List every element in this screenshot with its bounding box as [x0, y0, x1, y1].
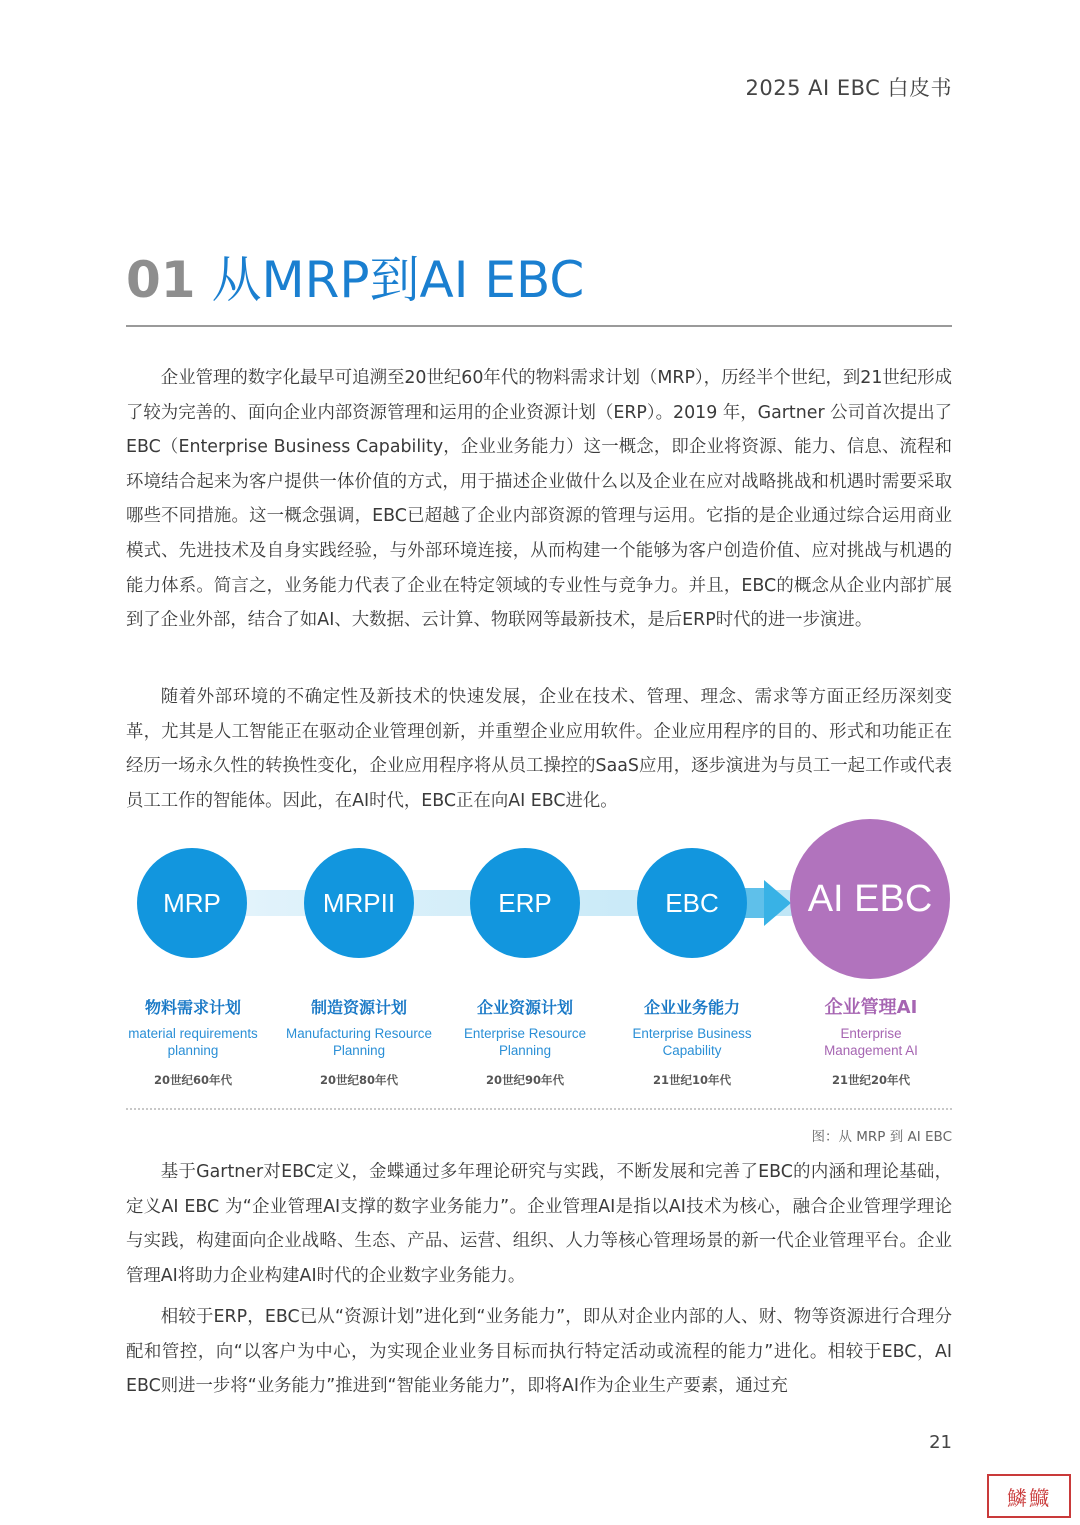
stage-circle-ebc: EBC	[637, 848, 747, 958]
chapter-title: 从MRP到AI EBC	[211, 251, 585, 309]
stage-circle-erp: ERP	[470, 848, 580, 958]
stage-cn-label: 企业业务能力	[643, 998, 740, 1017]
chapter-number: 01	[126, 251, 196, 309]
stage-en-line: material requirements	[128, 1026, 258, 1041]
stage-circle-mrp: MRP	[137, 848, 247, 958]
stage-en-label	[108, 1025, 278, 1059]
stage-en-line: Capability	[662, 1043, 722, 1058]
heading-divider	[126, 325, 952, 327]
stage-era-label: 21世纪10年代	[652, 1073, 731, 1087]
watermark-stamp: 鱗鱵	[987, 1474, 1071, 1518]
progression-arrow-icon	[764, 880, 791, 926]
stage-en-label	[607, 1025, 777, 1059]
stage-cn-label: 物料需求计划	[144, 998, 241, 1017]
document-header-title: 2025 AI EBC 白皮书	[745, 76, 952, 100]
stage-en-line: Planning	[332, 1043, 386, 1058]
stage-en-label	[274, 1025, 444, 1059]
stage-en-line: Planning	[498, 1043, 552, 1058]
stage-en-line: Management AI	[824, 1043, 918, 1058]
stage-era-label: 20世纪80年代	[319, 1073, 398, 1087]
stage-era-label: 21世纪20年代	[831, 1073, 910, 1087]
stage-en-line: Enterprise	[840, 1026, 902, 1041]
stage-en-label	[440, 1025, 610, 1059]
figure-caption: 图：从 MRP 到 AI EBC	[811, 1129, 952, 1145]
stage-en-label	[786, 1025, 956, 1059]
body-paragraph-1: 企业管理的数字化最早可追溯至20世纪60年代的物料需求计划（MRP），历经半个世纪，到21世纪形成了较为完善的、面向企业内部资源管理和运用的企业资源计划（ERP）。2019 年，Gartner 公司首次提出了EBC（Enterprise Business Capability，企业业务能力）这一概念，即企业将资源、能力、信息、流程和环境结合起来为客户提供一体价值的方式，用于描述企业做什么以及企业在应对战略挑战和机遇时需要采取哪些不同措施。这一概念强调，EBC已超越了企业内部资源的管理与运用。它指的是企业通过综合运用商业模式、先进技术及自身实践经验，与外部环境连接，从而构建一个能够为客户创造价值、应对挑战与机遇的能力体系。简言之，业务能力代表了企业在特定领域的专业性与竞争力。并且，EBC的概念从企业内部扩展到了企业外部，结合了如AI、大数据、云计算、物联网等最新技术，是后ERP时代的进一步演进。	[126, 368, 952, 631]
stage-en-line: Enterprise Resource	[463, 1026, 587, 1041]
figure-divider	[126, 1108, 952, 1110]
body-paragraph-2: 随着外部环境的不确定性及新技术的快速发展，企业在技术、管理、理念、需求等方面正经历深刻变革，尤其是人工智能正在驱动企业管理创新，并重塑企业应用软件。企业应用程序的目的、形式和功能正在经历一场永久性的转换性变化，企业应用程序将从员工操控的SaaS应用，逐步演进为与员工一起工作或代表员工工作的智能体。因此，在AI时代，EBC正在向AI EBC进化。	[126, 687, 952, 811]
stage-era-label: 20世纪60年代	[153, 1073, 232, 1087]
evolution-diagram	[110, 815, 970, 1095]
stage-en-line: planning	[167, 1043, 219, 1058]
stage-circle-ai-ebc: AI EBC	[790, 819, 950, 979]
stage-circle-mrpii: MRPII	[304, 848, 414, 958]
stage-en-line: Manufacturing Resource	[286, 1026, 432, 1041]
body-paragraph-3: 基于Gartner对EBC定义，金蝶通过多年理论研究与实践，不断发展和完善了EBC的内涵和理论基础，定义AI EBC 为“企业管理AI支撑的数字业务能力”。企业管理AI是指以AI技术为核心，融合企业管理学理论与实践，构建面向企业战略、生态、产品、运营、组织、人力等核心管理场景的新一代企业管理平台。企业管理AI将助力企业构建AI时代的企业数字业务能力。	[126, 1162, 952, 1286]
stage-en-line: Enterprise Business	[632, 1026, 752, 1041]
chapter-heading	[126, 250, 584, 310]
stage-cn-label: 企业资源计划	[476, 998, 573, 1017]
page-number: 21	[929, 1432, 952, 1453]
stage-era-label: 20世纪90年代	[485, 1073, 564, 1087]
body-paragraph-4: 相较于ERP，EBC已从“资源计划”进化到“业务能力”，即从对企业内部的人、财、物等资源进行合理分配和管控，向“以客户为中心，为实现企业业务目标而执行特定活动或流程的能力”进化。相较于EBC，AI EBC则进一步将“业务能力”推进到“智能业务能力”，即将AI作为企业生产要素，通过充	[126, 1307, 952, 1397]
stage-cn-label: 企业管理AI	[824, 997, 918, 1018]
stage-cn-label: 制造资源计划	[310, 998, 407, 1017]
